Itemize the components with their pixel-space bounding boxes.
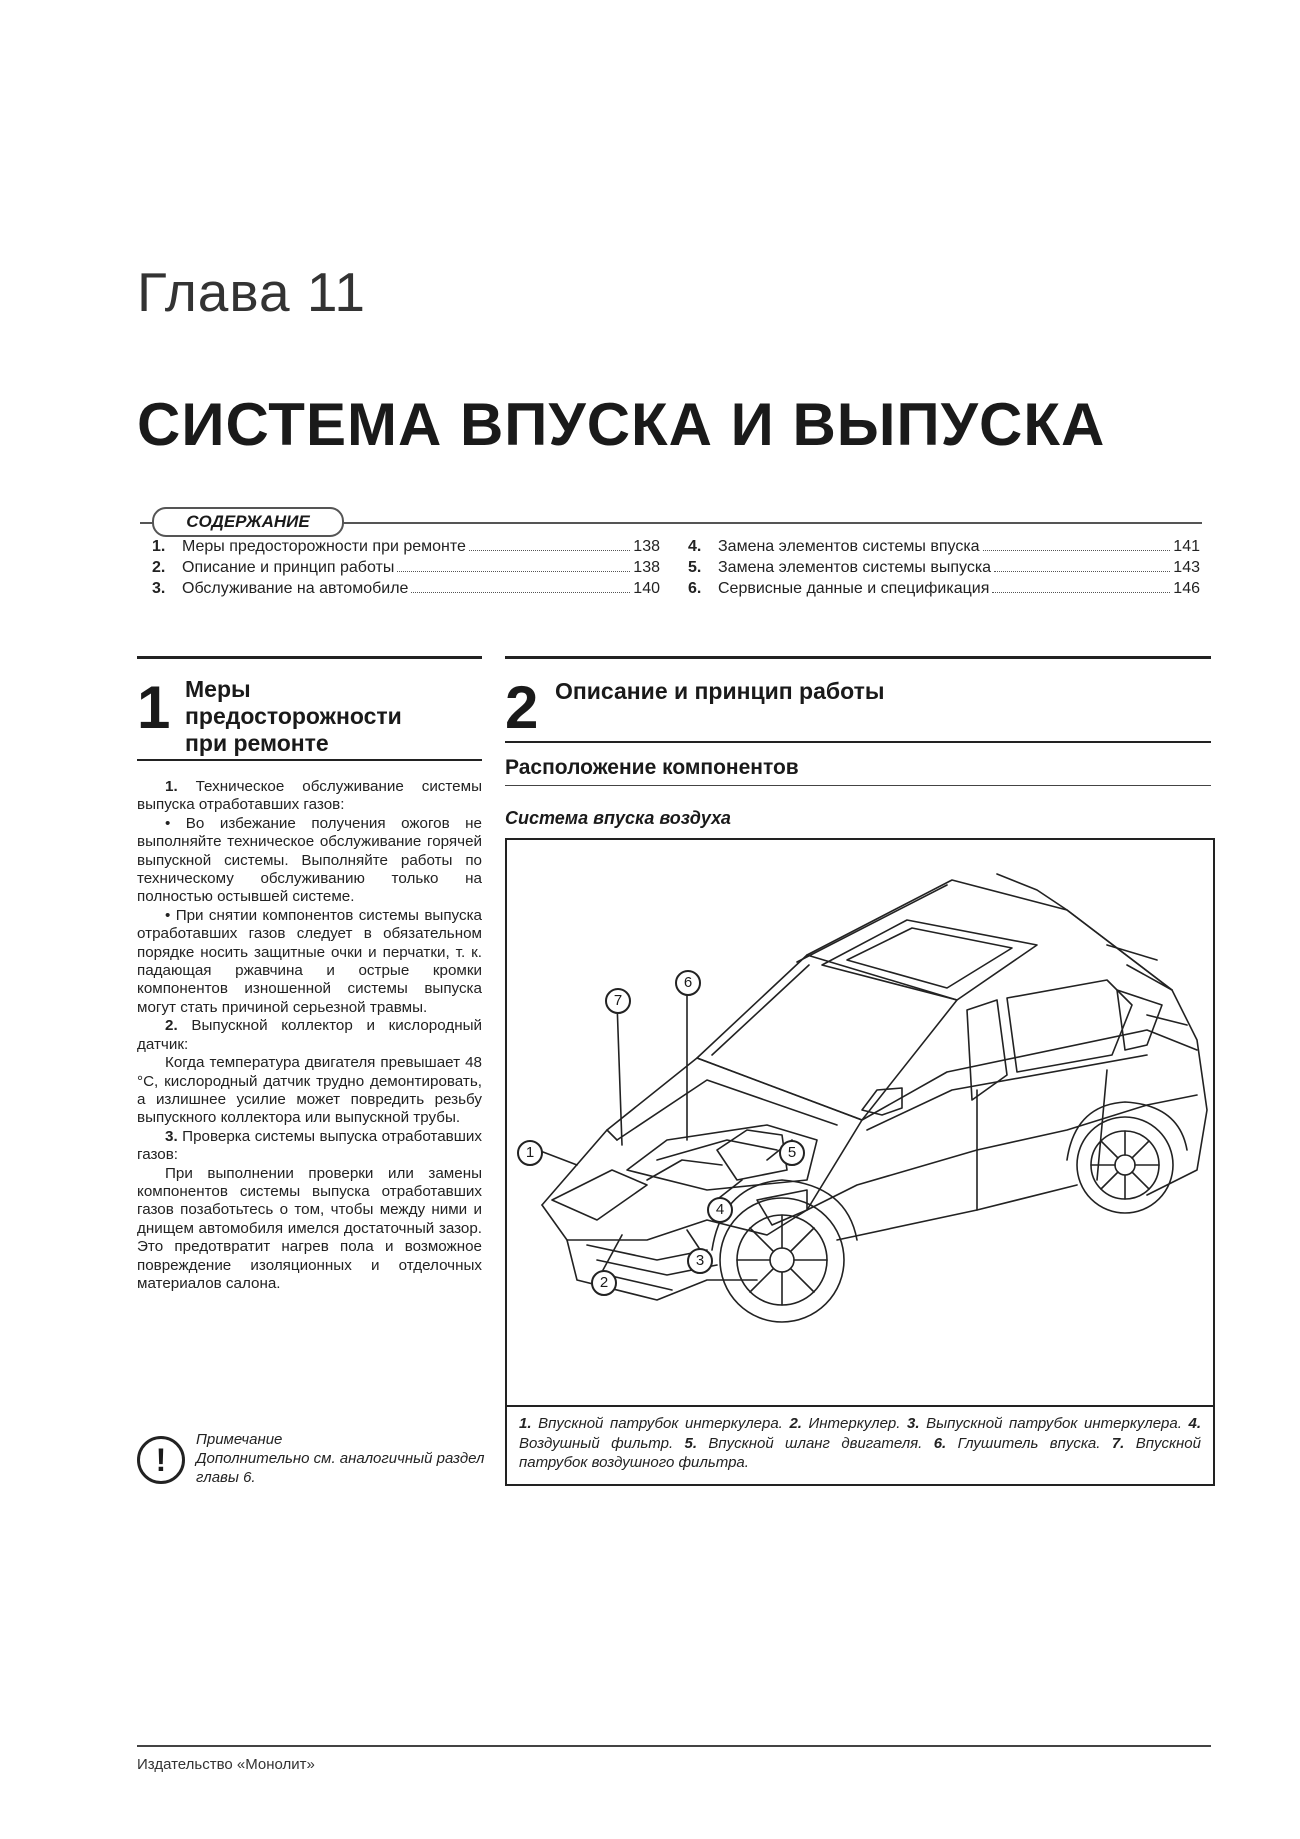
callout-3: 3 xyxy=(687,1248,713,1274)
toc-item-title: Замена элементов системы выпуска xyxy=(718,559,992,576)
toc-item[interactable] xyxy=(152,580,660,601)
car-line-drawing xyxy=(507,840,1213,1405)
paragraph: • При снятии компонентов системы выпуска отработавших газов следует в обязательном порядке носить защитные очки и перчатки, т. к. падающая ржавчина и острые кромки компонентов изношенной системы выпуска могут стать причиной серьезной травмы. xyxy=(137,906,482,1016)
toc-item-number: 4. xyxy=(688,538,702,555)
paragraph: При выполнении проверки или замены компонентов системы выпуска отработавших газов позаботьтесь о том, чтобы между ними и днищем автомобиля имелся достаточный зазор. Это предотвратит нагрев пола и возможное повреждение изоляционных и отделочных материалов салона. xyxy=(137,1164,482,1292)
toc-item-page: 138 xyxy=(633,559,660,576)
section-1-title-line: при ремонте xyxy=(185,730,329,756)
toc-item[interactable] xyxy=(152,538,660,559)
callout-5: 5 xyxy=(779,1140,805,1166)
section-1-title-line: предосторожности xyxy=(185,703,402,729)
toc-item[interactable] xyxy=(152,559,660,580)
caption-number: 6. xyxy=(933,1434,947,1452)
caption-number: 5. xyxy=(684,1434,698,1452)
caption-text: Впускной патрубок интеркулера. xyxy=(531,1415,790,1432)
warning-exclamation-icon: ! xyxy=(137,1436,185,1484)
note xyxy=(196,1430,486,1487)
item-text: Техническое обслуживание системы выпуска отработавших газов: xyxy=(137,778,482,814)
toc-item-number: 3. xyxy=(152,580,166,597)
section-2-top-rule xyxy=(505,656,1211,659)
section-1-title xyxy=(185,676,485,757)
paragraph: • Во избежание получения ожогов не выполняйте техническое обслуживание горячей выпускной системы. Выполняйте работы по техническому обслуживанию только на полностью остывшей системе. xyxy=(137,814,482,906)
caption-number: 1. xyxy=(519,1415,532,1432)
item-text: Выпускной коллектор и кислородный датчик: xyxy=(137,1017,482,1053)
note-text: Дополнительно см. аналогичный раздел главы 6. xyxy=(196,1450,485,1486)
paragraph xyxy=(137,778,482,815)
figure-caption-divider xyxy=(507,1405,1213,1407)
callout-2: 2 xyxy=(591,1270,617,1296)
toc-item-title: Сервисные данные и спецификация xyxy=(718,580,990,597)
note-label: Примечание xyxy=(196,1431,283,1448)
item-number: 1. xyxy=(165,778,178,795)
caption-text: Интеркулер. xyxy=(801,1415,908,1432)
caption-text: Глушитель впуска. xyxy=(946,1434,1112,1452)
item-text: Проверка системы выпуска отработавших газов: xyxy=(137,1127,482,1164)
section-1-top-rule xyxy=(137,656,482,659)
caption-number: 7. xyxy=(1111,1434,1125,1452)
callout-1: 1 xyxy=(517,1140,543,1166)
chapter-title: СИСТЕМА ВПУСКА И ВЫПУСКА xyxy=(137,391,1106,458)
toc-item-title: Обслуживание на автомобиле xyxy=(182,580,409,597)
toc-leader xyxy=(411,580,630,593)
callout-4: 4 xyxy=(707,1197,733,1223)
toc-right-column xyxy=(688,538,1200,601)
caption-number: 4. xyxy=(1188,1415,1201,1432)
paragraph xyxy=(137,1128,482,1165)
figure-title: Система впуска воздуха xyxy=(505,808,731,828)
toc-item-title: Описание и принцип работы xyxy=(182,559,395,576)
toc-leader xyxy=(994,559,1170,572)
toc-item-number: 6. xyxy=(688,580,702,597)
paragraph xyxy=(137,1017,482,1054)
toc-item-number: 2. xyxy=(152,559,166,576)
figure-caption xyxy=(519,1414,1201,1473)
caption-text: Выпускной патрубок интеркулера. xyxy=(919,1415,1189,1432)
section-1-bottom-rule xyxy=(137,759,482,761)
figure xyxy=(505,838,1215,1486)
toc-leader xyxy=(992,580,1170,593)
caption-number: 3. xyxy=(907,1415,920,1432)
section-1-number: 1 xyxy=(137,674,171,741)
toc-item[interactable] xyxy=(688,580,1200,601)
footer-publisher: Издательство «Монолит» xyxy=(137,1756,315,1773)
toc-heading: СОДЕРЖАНИЕ xyxy=(152,507,344,537)
caption-number: 2. xyxy=(789,1415,802,1432)
paragraph: Когда температура двигателя превышает 48 °C, кислородный датчик трудно демонтировать, а излишнее усилие может повредить резьбу выпускного коллектора или выпускной трубы. xyxy=(137,1054,482,1127)
caption-text: Впускной шланг двигателя. xyxy=(697,1434,934,1452)
section-2-bottom-rule xyxy=(505,741,1211,743)
item-number: 3. xyxy=(165,1127,178,1145)
section-2-title: Описание и принцип работы xyxy=(555,678,885,704)
toc-leader xyxy=(469,538,630,551)
toc-item-title: Замена элементов системы впуска xyxy=(718,538,980,555)
toc-item-page: 138 xyxy=(633,538,660,555)
footer-rule xyxy=(137,1745,1211,1747)
toc-item-page: 146 xyxy=(1173,580,1200,597)
table-of-contents xyxy=(140,512,1202,609)
toc-item-title: Меры предосторожности при ремонте xyxy=(182,538,466,555)
toc-item-page: 141 xyxy=(1173,538,1200,555)
section-1-body xyxy=(137,778,482,1293)
toc-leader xyxy=(397,559,630,572)
toc-item-number: 1. xyxy=(152,538,166,555)
toc-item[interactable] xyxy=(688,559,1200,580)
item-number: 2. xyxy=(165,1017,178,1035)
caption-text: Воздушный фильтр. xyxy=(519,1434,685,1452)
toc-item-number: 5. xyxy=(688,559,702,576)
toc-leader xyxy=(983,538,1171,551)
caption-text: Впускной патрубок воздушного фильтра. xyxy=(519,1434,1201,1471)
chapter-label: Глава 11 xyxy=(137,261,366,323)
toc-item-page: 140 xyxy=(633,580,660,597)
callout-7: 7 xyxy=(605,988,631,1014)
section-2-number: 2 xyxy=(505,674,539,741)
toc-left-column xyxy=(152,538,660,601)
subsection-rule xyxy=(505,785,1211,786)
toc-item[interactable] xyxy=(688,538,1200,559)
toc-item-page: 143 xyxy=(1173,559,1200,576)
subsection-heading: Расположение компонентов xyxy=(505,756,799,779)
section-1-title-line: Меры xyxy=(185,676,251,702)
callout-6: 6 xyxy=(675,970,701,996)
